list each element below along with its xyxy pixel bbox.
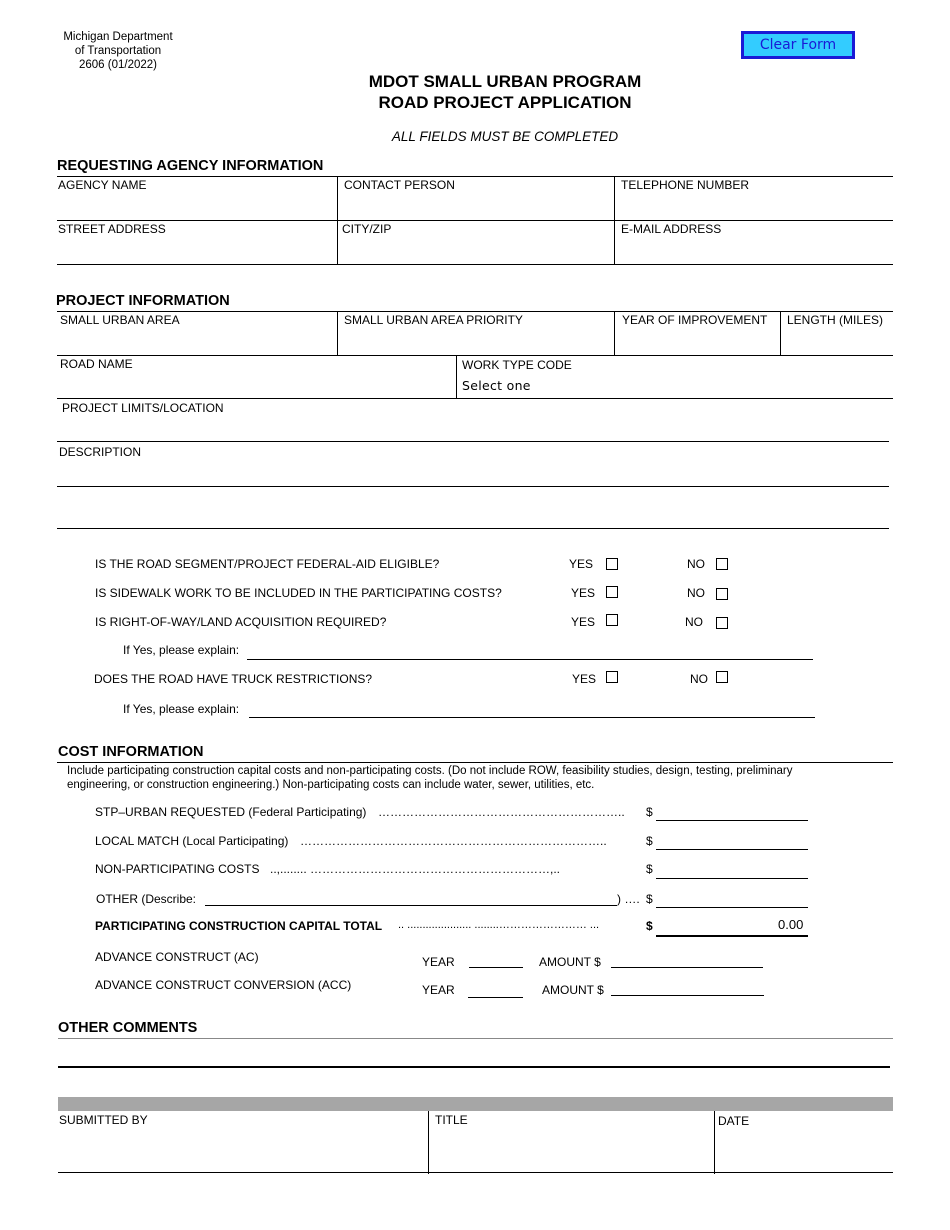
- other-dollar: $: [646, 892, 653, 906]
- work-type-code-select[interactable]: Select one: [462, 378, 531, 393]
- description-input-line-1[interactable]: [58, 464, 886, 484]
- sidewalk-no-label: NO: [687, 586, 705, 600]
- non-participating-leader-dots: ..,........ ……………………………………………………,..: [270, 862, 561, 876]
- divider: [656, 878, 808, 879]
- divider: [337, 176, 338, 264]
- total-value: 0.00: [778, 917, 804, 932]
- divider: [656, 849, 808, 850]
- truck-explain-label: If Yes, please explain:: [123, 702, 240, 716]
- divider: [656, 935, 808, 937]
- ac-year-label: YEAR: [422, 955, 455, 969]
- ac-label: ADVANCE CONSTRUCT (AC): [95, 950, 259, 964]
- divider: [57, 486, 889, 487]
- divider: [57, 311, 893, 312]
- year-of-improvement-label: YEAR OF IMPROVEMENT: [622, 313, 768, 327]
- ac-year-input[interactable]: [469, 950, 523, 968]
- cost-note-line-1: Include participating construction capital costs and non-participating costs. (Do not include ROW, feasibility studies, design, testing, preliminary: [67, 765, 793, 777]
- divider: [337, 311, 338, 355]
- email-input[interactable]: [620, 240, 890, 260]
- divider: [57, 355, 893, 356]
- agency-section-title: REQUESTING AGENCY INFORMATION: [57, 158, 324, 174]
- description-label: DESCRIPTION: [59, 445, 142, 459]
- acc-year-input[interactable]: [468, 978, 523, 996]
- email-label: E-MAIL ADDRESS: [621, 222, 722, 236]
- divider: [780, 311, 781, 355]
- local-match-label: LOCAL MATCH (Local Participating): [95, 834, 289, 848]
- contact-person-label: CONTACT PERSON: [344, 178, 455, 192]
- federal-aid-no-checkbox[interactable]: [716, 558, 728, 570]
- local-match-amount-input[interactable]: [657, 831, 807, 849]
- description-input-line-2[interactable]: [58, 505, 886, 525]
- truck-no-label: NO: [690, 672, 708, 686]
- street-address-input[interactable]: [58, 240, 334, 260]
- divider: [205, 905, 617, 906]
- truck-yes-checkbox[interactable]: [606, 671, 618, 683]
- divider: [57, 264, 893, 265]
- agency-name-label: AGENCY NAME: [58, 178, 147, 192]
- work-type-code-label: WORK TYPE CODE: [462, 358, 572, 372]
- acc-year-label: YEAR: [422, 983, 455, 997]
- priority-input[interactable]: [342, 331, 610, 351]
- project-limits-label: PROJECT LIMITS/LOCATION: [62, 401, 224, 415]
- clear-form-button[interactable]: Clear Form: [741, 31, 855, 59]
- divider: [611, 995, 764, 996]
- date-label: DATE: [718, 1114, 750, 1128]
- divider: [57, 762, 893, 763]
- divider: [468, 997, 523, 998]
- telephone-input[interactable]: [620, 196, 890, 216]
- row-explain-input[interactable]: [248, 642, 810, 660]
- federal-aid-yes-label: YES: [569, 557, 594, 571]
- department-name: [50, 30, 186, 72]
- divider: [249, 717, 815, 718]
- divider: [614, 311, 615, 355]
- divider: [614, 176, 615, 264]
- sidewalk-yes-label: YES: [571, 586, 596, 600]
- title-input[interactable]: [434, 1140, 710, 1162]
- stp-dollar: $: [646, 805, 653, 819]
- divider: [57, 398, 893, 399]
- row-yes-checkbox[interactable]: [606, 614, 618, 626]
- row-question: IS RIGHT-OF-WAY/LAND ACQUISITION REQUIRED?: [95, 615, 387, 629]
- department-line-1: Michigan Department: [63, 31, 173, 43]
- non-participating-label: NON-PARTICIPATING COSTS: [95, 862, 260, 876]
- other-amount-input[interactable]: [657, 889, 807, 907]
- street-address-label: STREET ADDRESS: [58, 222, 166, 236]
- acc-amount-label: AMOUNT $: [542, 983, 604, 997]
- length-input[interactable]: [785, 331, 891, 351]
- year-of-improvement-input[interactable]: [620, 331, 776, 351]
- local-leader-dots: …………………………………………………………………..: [300, 834, 607, 848]
- form-title-line-1: MDOT SMALL URBAN PROGRAM: [368, 72, 642, 91]
- form-number: 2606 (01/2022): [78, 59, 157, 71]
- form-title: [300, 71, 710, 113]
- federal-aid-yes-checkbox[interactable]: [606, 558, 618, 570]
- row-no-checkbox[interactable]: [716, 617, 728, 629]
- agency-name-input[interactable]: [58, 196, 334, 216]
- ac-amount-input[interactable]: [611, 950, 763, 968]
- other-label: OTHER (Describe:: [96, 892, 197, 906]
- department-line-2: of Transportation: [74, 45, 162, 57]
- acc-amount-input[interactable]: [612, 978, 764, 996]
- other-close-paren: ) ….: [617, 892, 640, 906]
- sidewalk-question: IS SIDEWALK WORK TO BE INCLUDED IN THE PARTICIPATING COSTS?: [95, 586, 502, 600]
- divider: [714, 1111, 715, 1174]
- form-title-line-2: ROAD PROJECT APPLICATION: [378, 93, 632, 112]
- divider: [57, 220, 893, 221]
- total-label: PARTICIPATING CONSTRUCTION CAPITAL TOTAL: [95, 919, 383, 933]
- non-participating-dollar: $: [646, 862, 653, 876]
- divider: [58, 1066, 890, 1068]
- submitted-by-input[interactable]: [60, 1140, 424, 1162]
- form-subtitle: ALL FIELDS MUST BE COMPLETED: [391, 129, 619, 144]
- truck-no-checkbox[interactable]: [716, 671, 728, 683]
- divider: [247, 659, 813, 660]
- stp-label: STP–URBAN REQUESTED (Federal Participating): [95, 805, 367, 819]
- divider: [58, 1172, 893, 1173]
- divider: [58, 1038, 893, 1039]
- city-zip-label: CITY/ZIP: [342, 222, 392, 236]
- date-input[interactable]: [720, 1140, 890, 1162]
- divider: [656, 907, 808, 908]
- divider: [656, 820, 808, 821]
- divider: [57, 176, 893, 177]
- telephone-label: TELEPHONE NUMBER: [621, 178, 750, 192]
- federal-aid-question: IS THE ROAD SEGMENT/PROJECT FEDERAL-AID ELIGIBLE?: [95, 557, 440, 571]
- divider: [469, 967, 523, 968]
- federal-aid-no-label: NO: [687, 557, 705, 571]
- divider: [57, 528, 889, 529]
- row-explain-label: If Yes, please explain:: [123, 643, 240, 657]
- local-dollar: $: [646, 834, 653, 848]
- comments-section-title: OTHER COMMENTS: [58, 1020, 198, 1036]
- length-label: LENGTH (MILES): [787, 313, 884, 327]
- stp-amount-input[interactable]: [657, 802, 807, 820]
- stp-leader-dots: ……………………………………………………..: [378, 805, 625, 819]
- total-dollar: $: [646, 919, 653, 933]
- city-zip-input[interactable]: [342, 240, 610, 260]
- cost-section-title: COST INFORMATION: [58, 744, 204, 760]
- small-urban-area-input[interactable]: [58, 331, 334, 351]
- ac-amount-label: AMOUNT $: [539, 955, 601, 969]
- row-no-label: NO: [685, 615, 703, 629]
- divider: [456, 355, 457, 398]
- project-limits-input[interactable]: [58, 418, 886, 438]
- submitted-by-label: SUBMITTED BY: [59, 1113, 148, 1127]
- contact-person-input[interactable]: [342, 196, 610, 216]
- road-name-input[interactable]: [58, 375, 452, 395]
- other-describe-input[interactable]: [206, 888, 616, 906]
- title-label: TITLE: [435, 1113, 468, 1127]
- truck-question: DOES THE ROAD HAVE TRUCK RESTRICTIONS?: [94, 672, 373, 686]
- footer-bar: [58, 1097, 893, 1111]
- divider: [428, 1111, 429, 1174]
- truck-yes-label: YES: [572, 672, 597, 686]
- project-section-title: PROJECT INFORMATION: [56, 293, 230, 309]
- truck-explain-input[interactable]: [250, 700, 812, 718]
- divider: [611, 967, 763, 968]
- non-participating-amount-input[interactable]: [657, 860, 807, 878]
- sidewalk-yes-checkbox[interactable]: [606, 586, 618, 598]
- total-leader-dots: .. ..................... ........…………………… ...: [398, 919, 600, 931]
- acc-label: ADVANCE CONSTRUCT CONVERSION (ACC): [95, 978, 352, 992]
- row-yes-label: YES: [571, 615, 596, 629]
- sidewalk-no-checkbox[interactable]: [716, 588, 728, 600]
- other-comments-input[interactable]: [59, 1044, 889, 1064]
- cost-note-line-2: engineering, or construction engineering.) Non-participating costs can include water, sewer, utilities, etc.: [67, 779, 595, 791]
- road-name-label: ROAD NAME: [60, 357, 133, 371]
- divider: [57, 441, 889, 442]
- priority-label: SMALL URBAN AREA PRIORITY: [344, 313, 523, 327]
- small-urban-area-label: SMALL URBAN AREA: [60, 313, 180, 327]
